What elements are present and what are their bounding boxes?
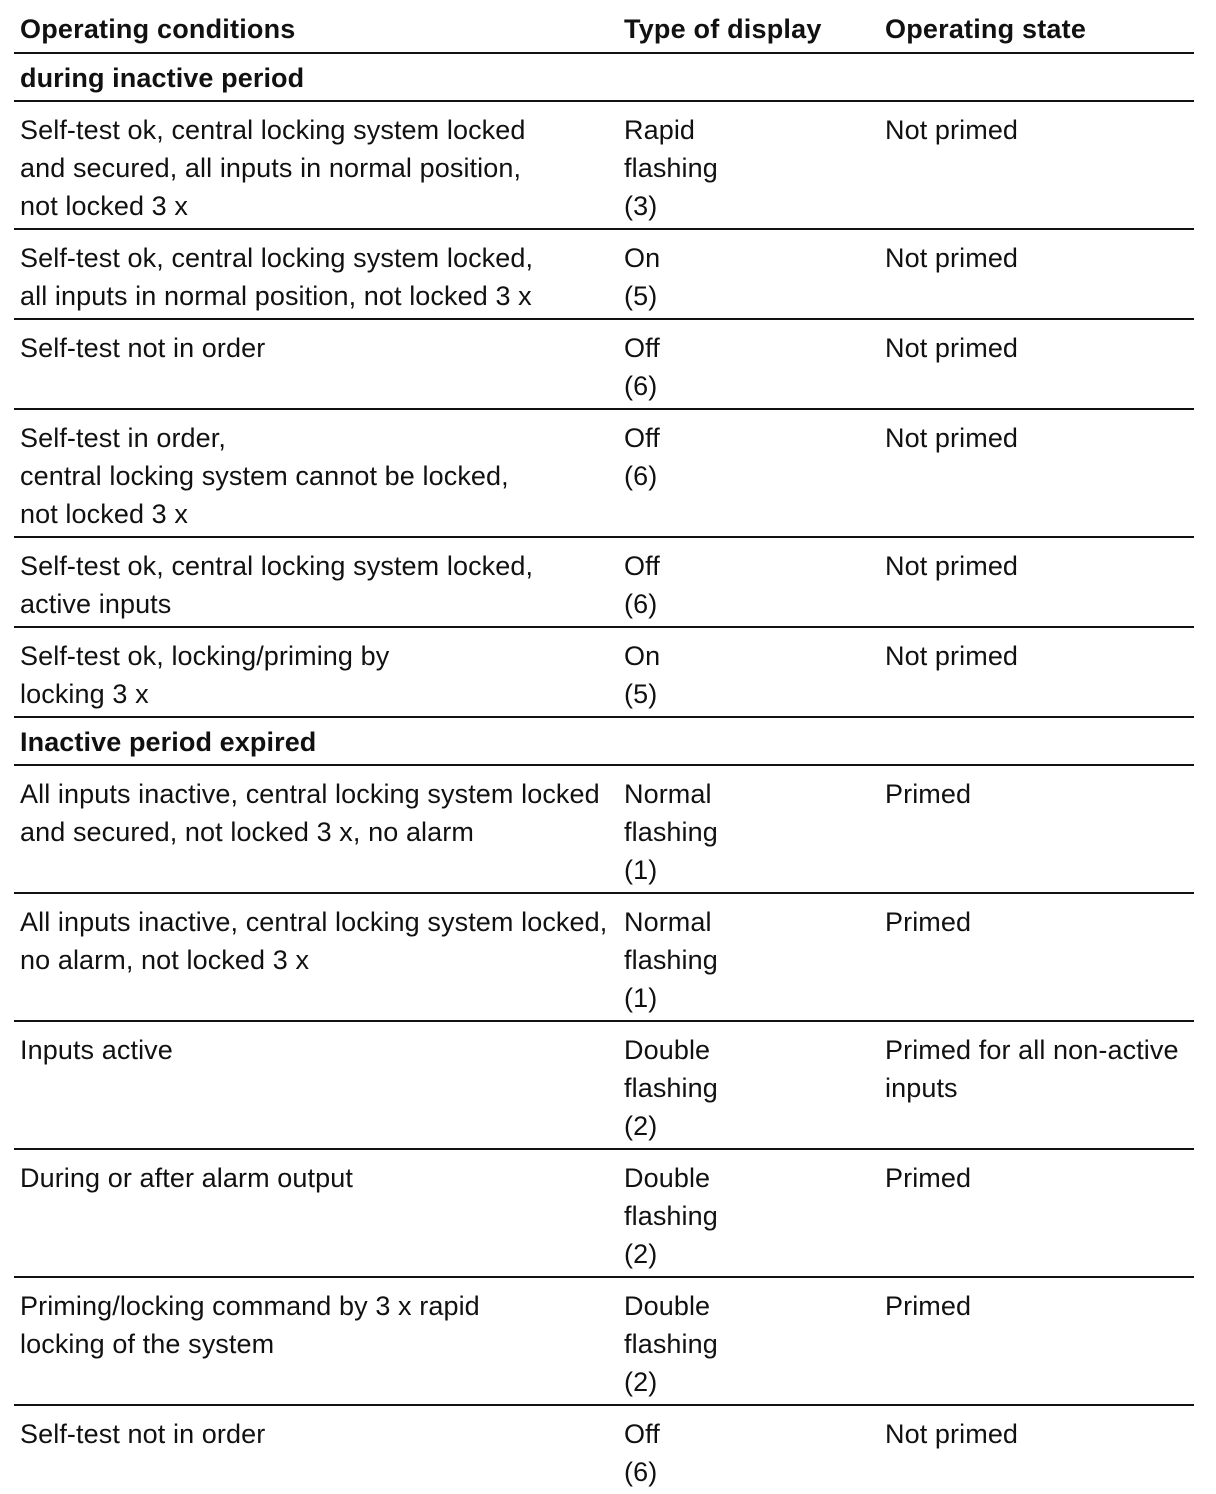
condition-cell [14,893,618,1021]
state-cell [879,627,1194,717]
condition-cell-line: central locking system cannot be locked, [20,461,509,491]
header-row [14,10,1194,53]
display-cell-line: (5) [624,679,658,709]
state-cell-line: Primed [885,1291,972,1321]
condition-cell [14,1277,618,1405]
condition-cell [14,229,618,319]
section-row [14,53,1194,101]
condition-cell-line: Self-test not in order [20,1419,266,1449]
display-cell-line: (6) [624,371,658,401]
condition-cell-line: and secured, all inputs in normal position, [20,153,522,183]
display-cell-line: (6) [624,461,658,491]
display-cell-line: Off [624,551,660,581]
display-cell-line: (2) [624,1239,658,1269]
display-cell [618,537,879,627]
display-cell [618,765,879,893]
state-cell [879,319,1194,409]
display-cell-line: Rapid [624,115,696,145]
condition-cell-line: locking of the system [20,1329,275,1359]
display-cell-line: Double [624,1035,711,1065]
state-cell [879,1277,1194,1405]
display-cell-line: On [624,641,661,671]
state-cell-line: Not primed [885,551,1019,581]
condition-cell-line: Priming/locking command by 3 x rapid [20,1291,480,1321]
condition-cell-line: All inputs inactive, central locking system locked [20,779,600,809]
table-row [14,101,1194,229]
table-row [14,229,1194,319]
state-cell-line: Not primed [885,641,1019,671]
state-cell [879,537,1194,627]
table-row [14,537,1194,627]
display-cell-line: (1) [624,855,658,885]
state-cell-line: Not primed [885,1419,1019,1449]
state-cell-line: Primed [885,779,972,809]
table-row [14,319,1194,409]
state-cell [879,1149,1194,1277]
display-cell-line: Normal [624,907,712,937]
condition-cell [14,1149,618,1277]
condition-cell [14,537,618,627]
condition-cell-line: Self-test not in order [20,333,266,363]
display-cell-line: flashing [624,153,718,183]
state-cell-line: Not primed [885,423,1019,453]
state-cell-line: inputs [885,1073,958,1103]
state-cell [879,409,1194,537]
display-cell [618,101,879,229]
condition-cell-line: not locked 3 x [20,191,189,221]
state-cell-line: Not primed [885,115,1019,145]
display-cell [618,409,879,537]
table-row [14,409,1194,537]
section-title: during inactive period [14,53,1194,101]
table-row [14,1021,1194,1149]
display-cell [618,893,879,1021]
display-cell-line: flashing [624,1201,718,1231]
condition-cell-line: no alarm, not locked 3 x [20,945,310,975]
condition-cell [14,627,618,717]
condition-cell-line: Self-test ok, central locking system locked [20,115,526,145]
state-cell [879,229,1194,319]
state-cell [879,765,1194,893]
table-body [14,53,1194,1494]
condition-cell-line: Self-test ok, locking/priming by [20,641,390,671]
section-title: Inactive period expired [14,717,1194,765]
display-cell-line: Off [624,423,660,453]
state-cell [879,1405,1194,1494]
operating-conditions-table [14,10,1194,1494]
condition-cell [14,101,618,229]
condition-cell-line: not locked 3 x [20,499,189,529]
display-cell-line: On [624,243,661,273]
condition-cell-line: locking 3 x [20,679,149,709]
display-cell [618,1149,879,1277]
condition-cell-line: Self-test ok, central locking system locked, [20,243,534,273]
condition-cell [14,319,618,409]
table-row [14,765,1194,893]
display-cell-line: flashing [624,945,718,975]
header-operating-state: Operating state [879,10,1194,53]
condition-cell-line: Self-test ok, central locking system locked, [20,551,534,581]
display-cell-line: Off [624,1419,660,1449]
display-cell [618,319,879,409]
display-cell-line: Off [624,333,660,363]
display-cell-line: flashing [624,1073,718,1103]
display-cell-line: (6) [624,589,658,619]
table-header [14,10,1194,53]
display-cell-line: (2) [624,1367,658,1397]
state-cell [879,893,1194,1021]
state-cell-line: Primed for all non-active [885,1035,1179,1065]
display-cell [618,229,879,319]
display-cell [618,1405,879,1494]
table-row [14,627,1194,717]
table-row [14,1149,1194,1277]
table-row [14,1277,1194,1405]
display-cell [618,1277,879,1405]
condition-cell-line: active inputs [20,589,172,619]
display-cell-line: Normal [624,779,712,809]
state-cell-line: Not primed [885,333,1019,363]
condition-cell-line: Self-test in order, [20,423,226,453]
condition-cell-line: and secured, not locked 3 x, no alarm [20,817,474,847]
condition-cell [14,765,618,893]
header-type-of-display: Type of display [618,10,879,53]
condition-cell-line: During or after alarm output [20,1163,353,1193]
display-cell-line: (6) [624,1457,658,1487]
header-operating-conditions: Operating conditions [14,10,618,53]
condition-cell-line: All inputs inactive, central locking system locked, [20,907,608,937]
state-cell-line: Not primed [885,243,1019,273]
section-row [14,717,1194,765]
state-cell [879,1021,1194,1149]
condition-cell-line: all inputs in normal position, not locked 3 x [20,281,532,311]
condition-cell [14,409,618,537]
state-cell-line: Primed [885,907,972,937]
display-cell-line: Double [624,1163,711,1193]
display-cell-line: (2) [624,1111,658,1141]
condition-cell [14,1021,618,1149]
display-cell-line: flashing [624,817,718,847]
display-cell-line: (5) [624,281,658,311]
table-row [14,893,1194,1021]
state-cell [879,101,1194,229]
display-cell [618,1021,879,1149]
condition-cell-line: Inputs active [20,1035,173,1065]
display-cell-line: (3) [624,191,658,221]
state-cell-line: Primed [885,1163,972,1193]
display-cell [618,627,879,717]
condition-cell [14,1405,618,1494]
table-row [14,1405,1194,1494]
display-cell-line: (1) [624,983,658,1013]
display-cell-line: flashing [624,1329,718,1359]
display-cell-line: Double [624,1291,711,1321]
